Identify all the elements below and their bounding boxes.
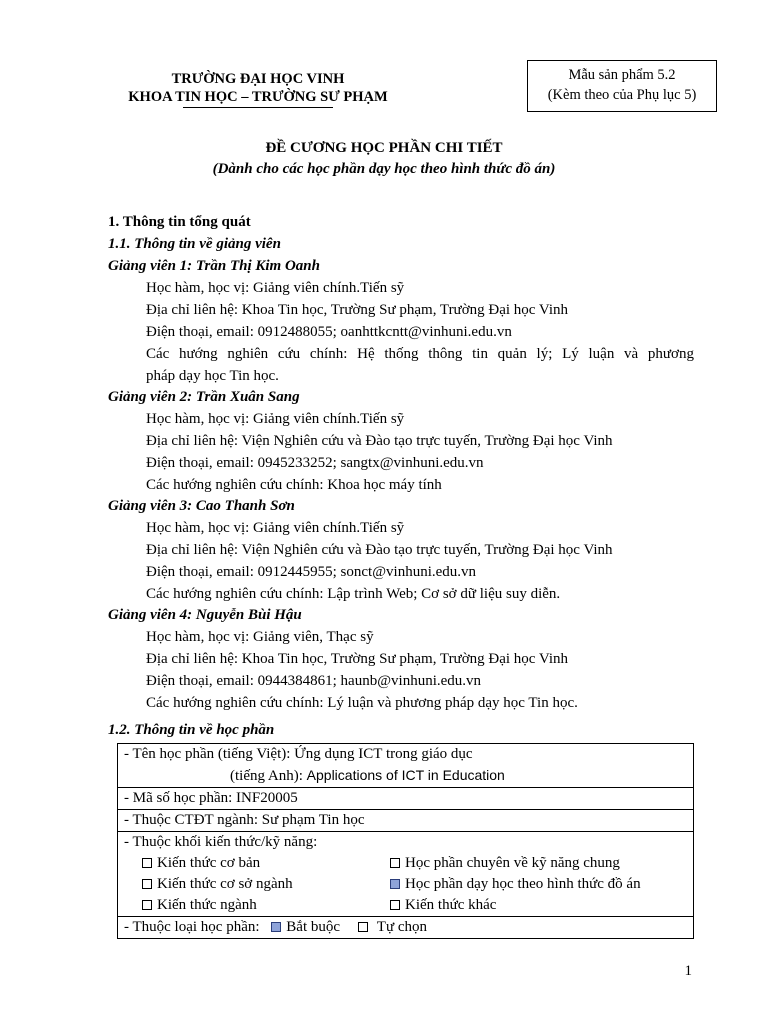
lecturer-rank: Học hàm, học vị: Giảng viên, Thạc sỹ xyxy=(146,629,374,645)
lecturer-contact: Điện thoại, email: 0944384861; haunb@vinhuni.edu.vn xyxy=(146,673,482,689)
table-row xyxy=(118,744,694,788)
lecturer-research-cont: pháp dạy học Tin học. xyxy=(146,368,279,384)
type-option-elective[interactable]: Tự chọn xyxy=(358,919,427,935)
section-heading-1-1: 1.1. Thông tin về giảng viên xyxy=(108,236,281,252)
checkbox[interactable] xyxy=(142,858,152,868)
header-underline xyxy=(183,107,333,108)
knowledge-block-cell xyxy=(118,832,694,917)
form-label-line2: (Kèm theo của Phụ lục 5) xyxy=(547,87,697,103)
lecturer-research: Các hướng nghiên cứu chính: Hệ thống thông tin quản lý; Lý luận và phương xyxy=(146,346,694,362)
document-subtitle: (Dành cho các học phần dạy học theo hình thức đồ án) xyxy=(212,161,556,177)
block-option-basic[interactable]: Kiến thức cơ bản xyxy=(124,853,372,874)
lecturer-contact: Điện thoại, email: 0945233252; sangtx@vinhuni.edu.vn xyxy=(146,455,484,471)
course-type-label: - Thuộc loại học phần: xyxy=(124,919,260,935)
document-title: ĐỀ CƯƠNG HỌC PHẦN CHI TIẾT xyxy=(265,140,503,156)
lecturer-research: Các hướng nghiên cứu chính: Lý luận và phương pháp dạy học Tin học. xyxy=(146,695,578,711)
faculty-name: KHOA TIN HỌC – TRƯỜNG SƯ PHẠM xyxy=(128,89,388,105)
course-name-cell xyxy=(118,744,694,788)
course-name-en-label: (tiếng Anh): xyxy=(230,768,303,784)
page-number: 1 xyxy=(684,963,692,979)
checkbox[interactable] xyxy=(142,879,152,889)
lecturer-heading: Giảng viên 2: Trần Xuân Sang xyxy=(108,389,300,405)
checkbox[interactable] xyxy=(142,900,152,910)
checkbox[interactable] xyxy=(390,858,400,868)
lecturer-research: Các hướng nghiên cứu chính: Khoa học máy tính xyxy=(146,477,442,493)
course-code: - Mã số học phần: INF20005 xyxy=(118,788,694,810)
checkbox-checked[interactable] xyxy=(390,879,400,889)
lecturer-research: Các hướng nghiên cứu chính: Lập trình Web; Cơ sở dữ liệu suy diễn. xyxy=(146,586,561,602)
lecturer-address: Địa chỉ liên hệ: Viện Nghiên cứu và Đào tạo trực tuyến, Trường Đại học Vinh xyxy=(146,433,613,449)
checkbox-checked[interactable] xyxy=(271,922,281,932)
lecturer-heading: Giảng viên 3: Cao Thanh Sơn xyxy=(108,498,295,514)
university-name: TRƯỜNG ĐẠI HỌC VINH xyxy=(171,71,345,87)
course-name-en: Applications of ICT in Education xyxy=(306,767,505,783)
section-heading-1-2: 1.2. Thông tin về học phần xyxy=(108,722,275,738)
lecturer-address: Địa chỉ liên hệ: Khoa Tin học, Trường Sư phạm, Trường Đại học Vinh xyxy=(146,651,569,667)
lecturer-contact: Điện thoại, email: 0912445955; sonct@vinhuni.edu.vn xyxy=(146,564,477,580)
lecturer-rank: Học hàm, học vị: Giảng viên chính.Tiến sỹ xyxy=(146,411,405,427)
block-option-project[interactable]: Học phần dạy học theo hình thức đồ án xyxy=(372,874,672,895)
table-row xyxy=(118,832,694,917)
table-row xyxy=(118,788,694,810)
course-info-table xyxy=(117,743,694,939)
checkbox[interactable] xyxy=(358,922,368,932)
knowledge-block-options xyxy=(124,853,687,916)
lecturer-heading: Giảng viên 1: Trần Thị Kim Oanh xyxy=(108,258,320,274)
block-option-foundation[interactable]: Kiến thức cơ sở ngành xyxy=(124,874,372,895)
form-label-box xyxy=(527,60,717,112)
lecturer-address: Địa chỉ liên hệ: Khoa Tin học, Trường Sư phạm, Trường Đại học Vinh xyxy=(146,302,569,318)
course-name-vi: - Tên học phần (tiếng Việt): Ứng dụng ICT trong giáo dục xyxy=(124,746,473,762)
course-program: - Thuộc CTĐT ngành: Sư phạm Tin học xyxy=(118,810,694,832)
block-option-major[interactable]: Kiến thức ngành xyxy=(124,895,372,916)
type-option-required[interactable]: Bắt buộc xyxy=(271,919,340,935)
lecturer-address: Địa chỉ liên hệ: Viện Nghiên cứu và Đào tạo trực tuyến, Trường Đại học Vinh xyxy=(146,542,613,558)
course-name-en-line xyxy=(124,765,687,787)
block-option-other[interactable]: Kiến thức khác xyxy=(372,895,672,916)
form-label-line1: Mẫu sản phẩm 5.2 xyxy=(568,67,676,83)
lecturer-contact: Điện thoại, email: 0912488055; oanhttkcntt@vinhuni.edu.vn xyxy=(146,324,512,340)
lecturer-rank: Học hàm, học vị: Giảng viên chính.Tiến sỹ xyxy=(146,520,405,536)
table-row xyxy=(118,810,694,832)
table-row xyxy=(118,917,694,939)
course-type-cell xyxy=(118,917,694,939)
checkbox[interactable] xyxy=(390,900,400,910)
institution-header xyxy=(108,70,408,108)
block-option-general-skills[interactable]: Học phần chuyên về kỹ năng chung xyxy=(372,853,672,874)
section-heading-1: 1. Thông tin tổng quát xyxy=(108,214,251,230)
lecturer-rank: Học hàm, học vị: Giảng viên chính.Tiến sỹ xyxy=(146,280,405,296)
lecturer-heading: Giảng viên 4: Nguyễn Bùi Hậu xyxy=(108,607,302,623)
knowledge-block-label: - Thuộc khối kiến thức/kỹ năng: xyxy=(124,834,318,850)
